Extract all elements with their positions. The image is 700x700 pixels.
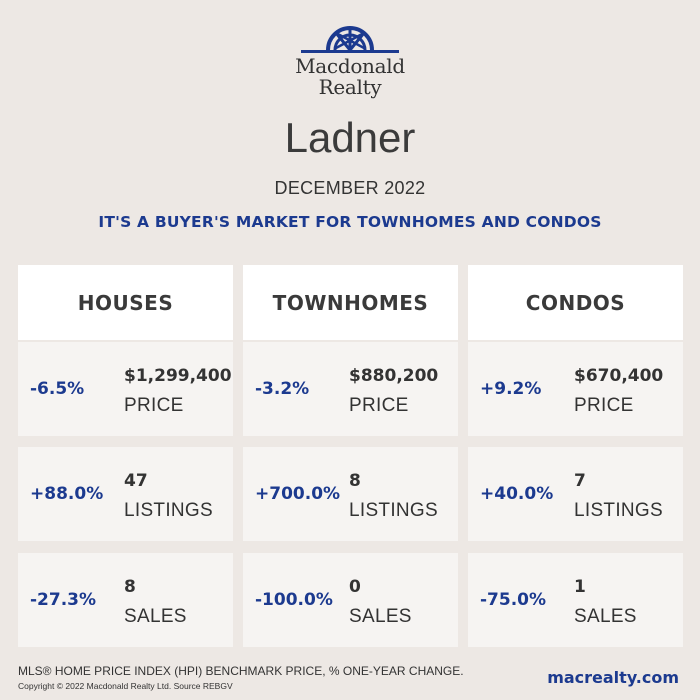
price-card [18, 342, 233, 436]
footer-note: MLS® HOME PRICE INDEX (HPI) BENCHMARK PRICE, % ONE-YEAR CHANGE. [18, 664, 464, 678]
listings-card [18, 447, 233, 541]
sales-card [468, 553, 683, 647]
change-percent: -3.2% [255, 379, 310, 399]
macdonald-realty-logo-icon [300, 22, 400, 56]
metric-label: SALES [349, 606, 412, 627]
houses-column [18, 265, 233, 627]
column-header: TOWNHOMES [243, 265, 458, 340]
change-percent: +88.0% [30, 484, 104, 504]
townhomes-column [243, 265, 458, 627]
brand-logo [0, 22, 700, 98]
metric-label: PRICE [124, 395, 184, 416]
metric-value: $880,200 [349, 366, 439, 386]
column-header: CONDOS [468, 265, 683, 340]
page-title: Ladner [284, 114, 416, 161]
price-card [468, 342, 683, 436]
price-card [243, 342, 458, 436]
metric-label: LISTINGS [124, 500, 213, 521]
metric-value: 8 [124, 577, 136, 597]
metric-label: SALES [124, 606, 187, 627]
condos-column [468, 265, 683, 627]
report-month: DECEMBER 2022 [274, 178, 426, 198]
change-percent: -75.0% [480, 590, 547, 610]
change-percent: +9.2% [480, 379, 542, 399]
metric-label: LISTINGS [574, 500, 663, 521]
brand-name-line2: Realty [318, 75, 382, 99]
metric-value: $1,299,400 [124, 366, 232, 386]
metric-value: 0 [349, 577, 361, 597]
metric-label: SALES [574, 606, 637, 627]
sales-card [243, 553, 458, 647]
metric-label: PRICE [574, 395, 634, 416]
footer-copyright: Copyright © 2022 Macdonald Realty Ltd. Source REBGV [18, 681, 233, 691]
column-header: HOUSES [18, 265, 233, 340]
metric-label: PRICE [349, 395, 409, 416]
change-percent: -6.5% [30, 379, 85, 399]
change-percent: +700.0% [255, 484, 341, 504]
metric-value: 8 [349, 471, 361, 491]
market-headline: IT'S A BUYER'S MARKET FOR TOWNHOMES AND CONDOS [98, 213, 602, 231]
change-percent: +40.0% [480, 484, 554, 504]
metric-value: 47 [124, 471, 148, 491]
change-percent: -27.3% [30, 590, 97, 610]
metric-value: 7 [574, 471, 586, 491]
metric-value: $670,400 [574, 366, 664, 386]
metric-value: 1 [574, 577, 586, 597]
metric-label: LISTINGS [349, 500, 438, 521]
change-percent: -100.0% [255, 590, 333, 610]
website-link[interactable]: macrealty.com [547, 668, 679, 687]
brand-name-line1: Macdonald [295, 54, 405, 78]
listings-card [468, 447, 683, 541]
listings-card [243, 447, 458, 541]
sales-card [18, 553, 233, 647]
